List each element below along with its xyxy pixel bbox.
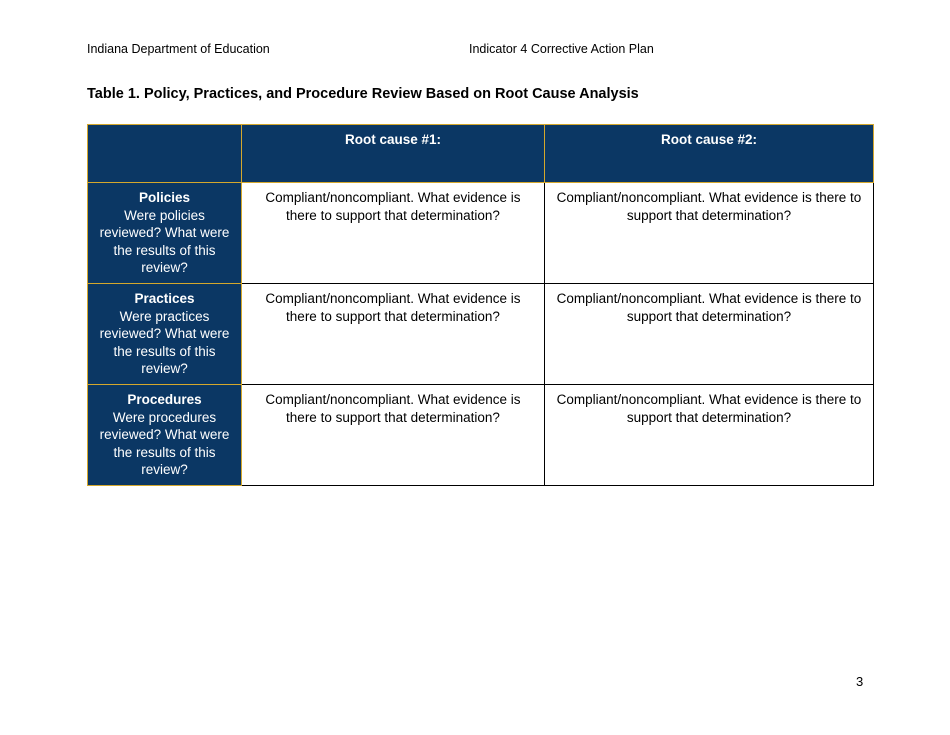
table-cell: Compliant/noncompliant. What evidence is there to support that determination?: [242, 284, 545, 385]
table-cell: Compliant/noncompliant. What evidence is there to support that determination?: [545, 284, 874, 385]
row-header-description: Were procedures reviewed? What were the results of this review?: [99, 409, 230, 477]
table-cell: Compliant/noncompliant. What evidence is there to support that determination?: [545, 183, 874, 284]
row-header-title: Policies: [138, 190, 191, 205]
table-row-procedures: [88, 385, 874, 486]
table-cell: Compliant/noncompliant. What evidence is there to support that determination?: [242, 385, 545, 486]
row-header-policies: [88, 183, 242, 284]
page-number: 3: [856, 674, 864, 689]
column-header-root-cause-1: Root cause #1:: [242, 125, 545, 183]
row-header-title: Practices: [134, 291, 195, 306]
review-table: [87, 124, 874, 486]
table-header-row: [88, 125, 874, 183]
row-header-title: Procedures: [127, 392, 202, 407]
row-header-practices: [88, 284, 242, 385]
table-row-policies: [88, 183, 874, 284]
table-cell: Compliant/noncompliant. What evidence is there to support that determination?: [545, 385, 874, 486]
row-header-description: Were policies reviewed? What were the results of this review?: [99, 207, 230, 275]
table-title: Table 1. Policy, Practices, and Procedure Review Based on Root Cause Analysis: [87, 86, 639, 102]
table-cell: Compliant/noncompliant. What evidence is there to support that determination?: [242, 183, 545, 284]
column-header-corner: [88, 125, 242, 183]
header-document-name: Indicator 4 Corrective Action Plan: [469, 42, 654, 56]
column-header-root-cause-2: Root cause #2:: [545, 125, 874, 183]
table-row-practices: [88, 284, 874, 385]
row-header-description: Were practices reviewed? What were the results of this review?: [99, 308, 230, 376]
row-header-procedures: [88, 385, 242, 486]
header-organization: Indiana Department of Education: [87, 42, 270, 56]
